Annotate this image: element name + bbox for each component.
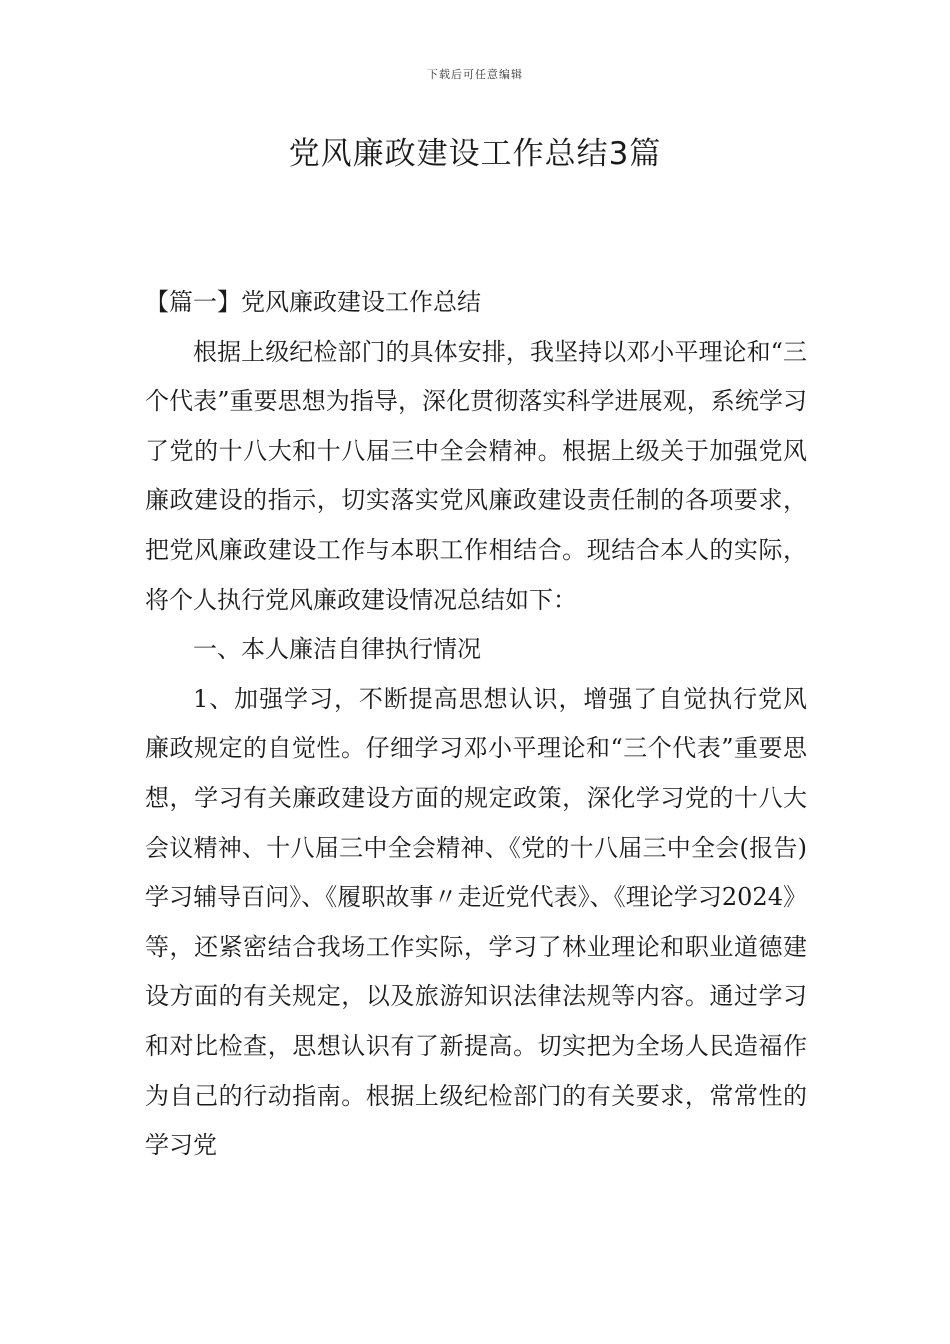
section-heading: 【篇一】党风廉政建设工作总结 <box>145 288 481 316</box>
header-note: 下载后可任意编辑 <box>427 68 523 81</box>
document-title: 党风廉政建设工作总结3篇 <box>288 136 662 172</box>
paragraph-subheading: 一、本人廉洁自律执行情况 <box>193 635 481 664</box>
paragraph-point-1: 1、加强学习，不断提高思想认识，增强了自觉执行党风廉政规定的自觉性。仔细学习邓小平理论和“三个代表”重要思想，学习有关廉政建设方面的规定政策，深化学习党的十八大会议精神、十八届三中全会精神、《党的十八届三中全会(报告)学习辅导百问》、《履职故事〃走近党代表》、《理论学习2024》等，还紧密结合我场工作实际，学习了林业理论和职业道德建设方面的有关规定，以及旅游知识法律法规等内容。通过学习和对比检查，思想认识有了新提高。切实把为全场人民造福作为自己的行动指南。根据上级纪检部门的有关要求，常常性的学习党 <box>145 684 807 1160</box>
paragraph-intro: 根据上级纪检部门的具体安排，我坚持以邓小平理论和“三个代表”重要思想为指导，深化贯彻落实科学进展观，系统学习了党的十八大和十八届三中全会精神。根据上级关于加强党风廉政建设的指示，切实落实党风廉政建设责任制的各项要求，把党风廉政建设工作与本职工作相结合。现结合本人的实际，将个人执行党风廉政建设情况总结如下： <box>145 337 807 614</box>
document-body <box>145 278 807 1171</box>
